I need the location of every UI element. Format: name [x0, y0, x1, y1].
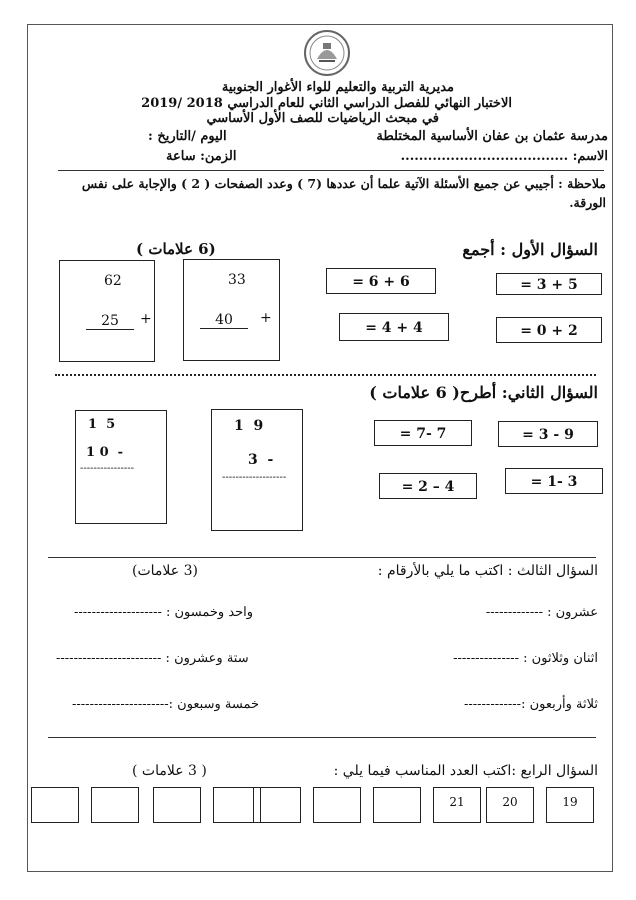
q1-marks: (6 علامات ) [136, 240, 216, 258]
note-line-2: الورقة. [569, 195, 606, 210]
q2-eq-4: = 2 – 4 [379, 473, 477, 499]
q3-row1-right[interactable]: عشرون : ------------- [485, 605, 598, 620]
q1-dotted-divider [55, 374, 596, 376]
q3-divider [48, 737, 596, 738]
q1-eq-4: = 4 + 4 [339, 313, 449, 341]
q4-cell-9[interactable] [91, 787, 139, 823]
q4-title: السؤال الرابع :اكتب العدد المناسب فيما يلي : [333, 763, 598, 779]
q1-v1-bottom: 40 [200, 312, 248, 329]
q4-marks: ( 3 علامات ) [132, 763, 207, 779]
q4-cell-10[interactable] [31, 787, 79, 823]
day-date-label: اليوم /التاريخ : [148, 129, 227, 144]
q2-v2-bottom: 1 0 - [86, 445, 124, 460]
q3-row3-left[interactable]: خمسة وسبعون :---------------------- [72, 697, 260, 712]
q1-vertical-box-2 [59, 260, 155, 362]
header-divider [58, 170, 604, 171]
q1-v2-sign: + [140, 311, 152, 327]
q1-eq-2: = 6 + 6 [326, 268, 436, 294]
q2-vertical-box-1 [211, 409, 303, 531]
q1-eq-3: = 0 + 2 [496, 317, 602, 343]
q1-eq-1: = 3 + 5 [496, 273, 602, 295]
q2-divider [48, 557, 596, 558]
q3-marks: (3 علامات) [132, 563, 198, 579]
q3-row2-right[interactable]: اثنان وثلاثون : --------------- [453, 651, 598, 666]
q4-cell-7[interactable] [213, 787, 261, 823]
q4-cell-1[interactable]: 19 [546, 787, 594, 823]
q1-v2-top: 62 [104, 273, 122, 289]
q1-v2-bottom: 25 [86, 313, 134, 330]
q2-v1-top: 1 9 [234, 418, 264, 434]
subject-title: في مبحث الرياضيات للصف الأول الأساسي [206, 111, 439, 126]
q2-title: السؤال الثاني: أطرح( 6 علامات ) [369, 383, 598, 402]
q4-cell-4[interactable] [373, 787, 421, 823]
q4-cell-8[interactable] [153, 787, 201, 823]
exam-page [27, 24, 613, 872]
q1-title: السؤال الأول : أجمع [462, 240, 598, 259]
q3-row2-left[interactable]: ستة وعشرون : ------------------------ [56, 651, 249, 666]
exam-time: الزمن: ساعة [166, 149, 237, 164]
q4-cell-3[interactable]: 21 [433, 787, 481, 823]
q1-v1-top: 33 [228, 272, 246, 288]
q2-vertical-box-2 [75, 410, 167, 524]
q2-v2-top: 1 5 [88, 417, 116, 432]
q2-v1-bottom: 3 - [248, 452, 274, 468]
q1-v1-sign: + [260, 310, 272, 326]
student-name-field[interactable]: الاسم: ..................................... [400, 149, 608, 164]
q2-v1-dashes: ------------------- [222, 472, 287, 483]
q2-v2-dashes: ---------------- [80, 463, 135, 474]
q2-eq-1: = 3 - 9 [498, 421, 598, 447]
note-line-1: ملاحظة : أجيبي عن جميع الأسئلة الآتية علما أن عددها (7 ) وعدد الصفحات ( 2 ) والإجابة على نفس [81, 176, 606, 191]
q4-cell-5[interactable] [313, 787, 361, 823]
q1-vertical-box-1 [183, 259, 280, 361]
q3-title: السؤال الثالث : اكتب ما يلي بالأرقام : [377, 563, 598, 579]
q4-cell-2[interactable]: 20 [486, 787, 534, 823]
directorate-title: مديرية التربية والتعليم للواء الأغوار الجنوبية [221, 80, 454, 95]
q3-row1-left[interactable]: واحد وخمسون : -------------------- [74, 605, 254, 620]
q3-row3-right[interactable]: ثلاثة وأربعون :------------- [463, 697, 598, 712]
school-name: مدرسة عثمان بن عفان الأساسية المختلطة [376, 129, 608, 144]
exam-title: الاختبار النهائي للفصل الدراسي الثاني للعام الدراسي 2018 /2019 [141, 96, 512, 111]
q2-eq-2: = 7- 7 [374, 420, 472, 446]
ministry-logo [303, 29, 351, 77]
q2-eq-3: = 1- 3 [505, 468, 603, 494]
